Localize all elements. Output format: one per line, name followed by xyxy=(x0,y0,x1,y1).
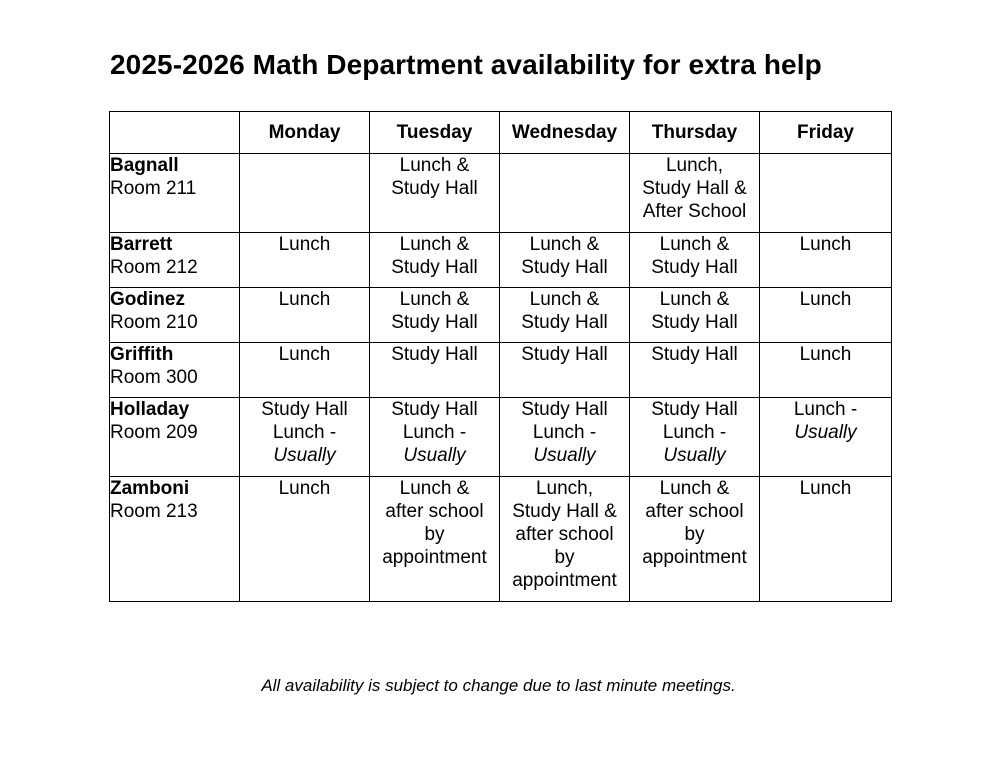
availability-text: Usually xyxy=(403,445,466,466)
teacher-room: Room 212 xyxy=(110,257,198,278)
teacher-row xyxy=(110,477,892,602)
availability-text: Lunch & xyxy=(659,478,730,499)
availability-text: Study Hall xyxy=(391,257,478,278)
availability-text: Usually xyxy=(273,445,336,466)
availability-text: Study Hall xyxy=(651,344,738,365)
teacher-cell xyxy=(110,154,240,233)
availability-cell-wednesday xyxy=(500,343,630,398)
availability-text: After School xyxy=(642,201,747,222)
availability-cell-tuesday xyxy=(370,398,500,477)
availability-text: Lunch xyxy=(278,289,331,310)
availability-text: appointment xyxy=(512,570,617,591)
availability-text: Lunch, xyxy=(665,155,724,176)
availability-text: Lunch & xyxy=(399,155,470,176)
availability-text: Lunch xyxy=(799,344,852,365)
availability-text: Study Hall xyxy=(521,312,608,333)
teacher-name: Zamboni xyxy=(110,478,190,499)
teacher-cell xyxy=(110,398,240,477)
teacher-row xyxy=(110,398,892,477)
teacher-cell xyxy=(110,288,240,343)
day-header-monday: Monday xyxy=(240,112,370,154)
availability-cell-friday xyxy=(760,288,892,343)
availability-text: appointment xyxy=(382,547,487,568)
availability-text: after school xyxy=(515,524,614,545)
availability-cell-thursday xyxy=(630,343,760,398)
teacher-row xyxy=(110,343,892,398)
availability-text: Lunch - xyxy=(662,422,727,443)
availability-cell-friday xyxy=(760,154,892,233)
corner-header-cell xyxy=(110,112,240,154)
availability-text: Lunch & xyxy=(399,289,470,310)
availability-text: Lunch & xyxy=(659,289,730,310)
day-header-wednesday: Wednesday xyxy=(500,112,630,154)
availability-text: Lunch & xyxy=(399,478,470,499)
availability-cell-friday xyxy=(760,233,892,288)
teacher-cell xyxy=(110,343,240,398)
availability-text: Lunch - xyxy=(532,422,597,443)
teacher-room: Room 213 xyxy=(110,501,198,522)
availability-text: Lunch xyxy=(278,478,331,499)
availability-text: appointment xyxy=(642,547,747,568)
day-header-thursday: Thursday xyxy=(630,112,760,154)
availability-cell-monday xyxy=(240,343,370,398)
availability-cell-wednesday xyxy=(500,233,630,288)
availability-text: Usually xyxy=(663,445,726,466)
availability-cell-tuesday xyxy=(370,233,500,288)
availability-cell-monday xyxy=(240,288,370,343)
availability-cell-tuesday xyxy=(370,154,500,233)
availability-text: after school xyxy=(645,501,744,522)
teacher-name: Godinez xyxy=(110,289,185,310)
availability-text: Study Hall xyxy=(651,257,738,278)
availability-text: Lunch, xyxy=(535,478,594,499)
teacher-room: Room 209 xyxy=(110,422,198,443)
availability-text: Lunch - xyxy=(793,399,858,420)
teacher-cell xyxy=(110,477,240,602)
availability-cell-thursday xyxy=(630,288,760,343)
availability-text: Lunch & xyxy=(529,289,600,310)
page-title: 2025-2026 Math Department availability for extra help xyxy=(110,49,822,80)
availability-cell-monday xyxy=(240,154,370,233)
availability-text: Study Hall & xyxy=(642,178,747,199)
availability-text: after school xyxy=(385,501,484,522)
availability-table xyxy=(109,111,892,602)
availability-text: Lunch & xyxy=(659,234,730,255)
availability-text: by xyxy=(424,524,445,545)
teacher-room: Room 300 xyxy=(110,367,198,388)
availability-cell-monday xyxy=(240,477,370,602)
availability-cell-tuesday xyxy=(370,477,500,602)
availability-cell-thursday xyxy=(630,398,760,477)
availability-text: Study Hall xyxy=(651,399,738,420)
availability-text: Lunch - xyxy=(402,422,467,443)
availability-text: by xyxy=(554,547,575,568)
availability-cell-friday xyxy=(760,477,892,602)
availability-cell-tuesday xyxy=(370,288,500,343)
availability-cell-wednesday xyxy=(500,288,630,343)
availability-text: Usually xyxy=(794,422,857,443)
teacher-room: Room 211 xyxy=(110,178,197,199)
availability-cell-friday xyxy=(760,343,892,398)
availability-cell-wednesday xyxy=(500,398,630,477)
availability-text: Lunch & xyxy=(529,234,600,255)
availability-cell-friday xyxy=(760,398,892,477)
availability-text: Study Hall xyxy=(521,399,608,420)
availability-text: Study Hall & xyxy=(512,501,617,522)
teacher-row xyxy=(110,233,892,288)
availability-cell-monday xyxy=(240,398,370,477)
availability-cell-thursday xyxy=(630,154,760,233)
availability-cell-tuesday xyxy=(370,343,500,398)
teacher-name: Bagnall xyxy=(110,155,179,176)
teacher-row xyxy=(110,288,892,343)
availability-text: Usually xyxy=(533,445,596,466)
teacher-name: Barrett xyxy=(110,234,173,255)
availability-text: by xyxy=(684,524,705,545)
availability-text: Lunch xyxy=(278,234,331,255)
availability-text: Lunch - xyxy=(272,422,337,443)
teacher-name: Holladay xyxy=(110,399,190,420)
teacher-cell xyxy=(110,233,240,288)
availability-cell-thursday xyxy=(630,233,760,288)
availability-text: Lunch xyxy=(278,344,331,365)
availability-cell-monday xyxy=(240,233,370,288)
availability-text: Lunch xyxy=(799,289,852,310)
availability-cell-wednesday xyxy=(500,154,630,233)
availability-text: Lunch & xyxy=(399,234,470,255)
availability-text: Study Hall xyxy=(521,344,608,365)
availability-text: Study Hall xyxy=(391,178,478,199)
availability-text: Study Hall xyxy=(261,399,348,420)
availability-note: All availability is subject to change due to last minute meetings. xyxy=(261,676,736,695)
teacher-row xyxy=(110,154,892,233)
availability-text: Lunch xyxy=(799,234,852,255)
availability-cell-thursday xyxy=(630,477,760,602)
availability-text: Lunch xyxy=(799,478,852,499)
availability-cell-wednesday xyxy=(500,477,630,602)
day-header-friday: Friday xyxy=(760,112,892,154)
availability-text: Study Hall xyxy=(391,399,478,420)
teacher-room: Room 210 xyxy=(110,312,198,333)
teacher-name: Griffith xyxy=(110,344,174,365)
availability-text: Study Hall xyxy=(391,344,478,365)
availability-text: Study Hall xyxy=(651,312,738,333)
day-header-tuesday: Tuesday xyxy=(370,112,500,154)
availability-text: Study Hall xyxy=(521,257,608,278)
availability-text: Study Hall xyxy=(391,312,478,333)
header-row xyxy=(110,112,892,154)
